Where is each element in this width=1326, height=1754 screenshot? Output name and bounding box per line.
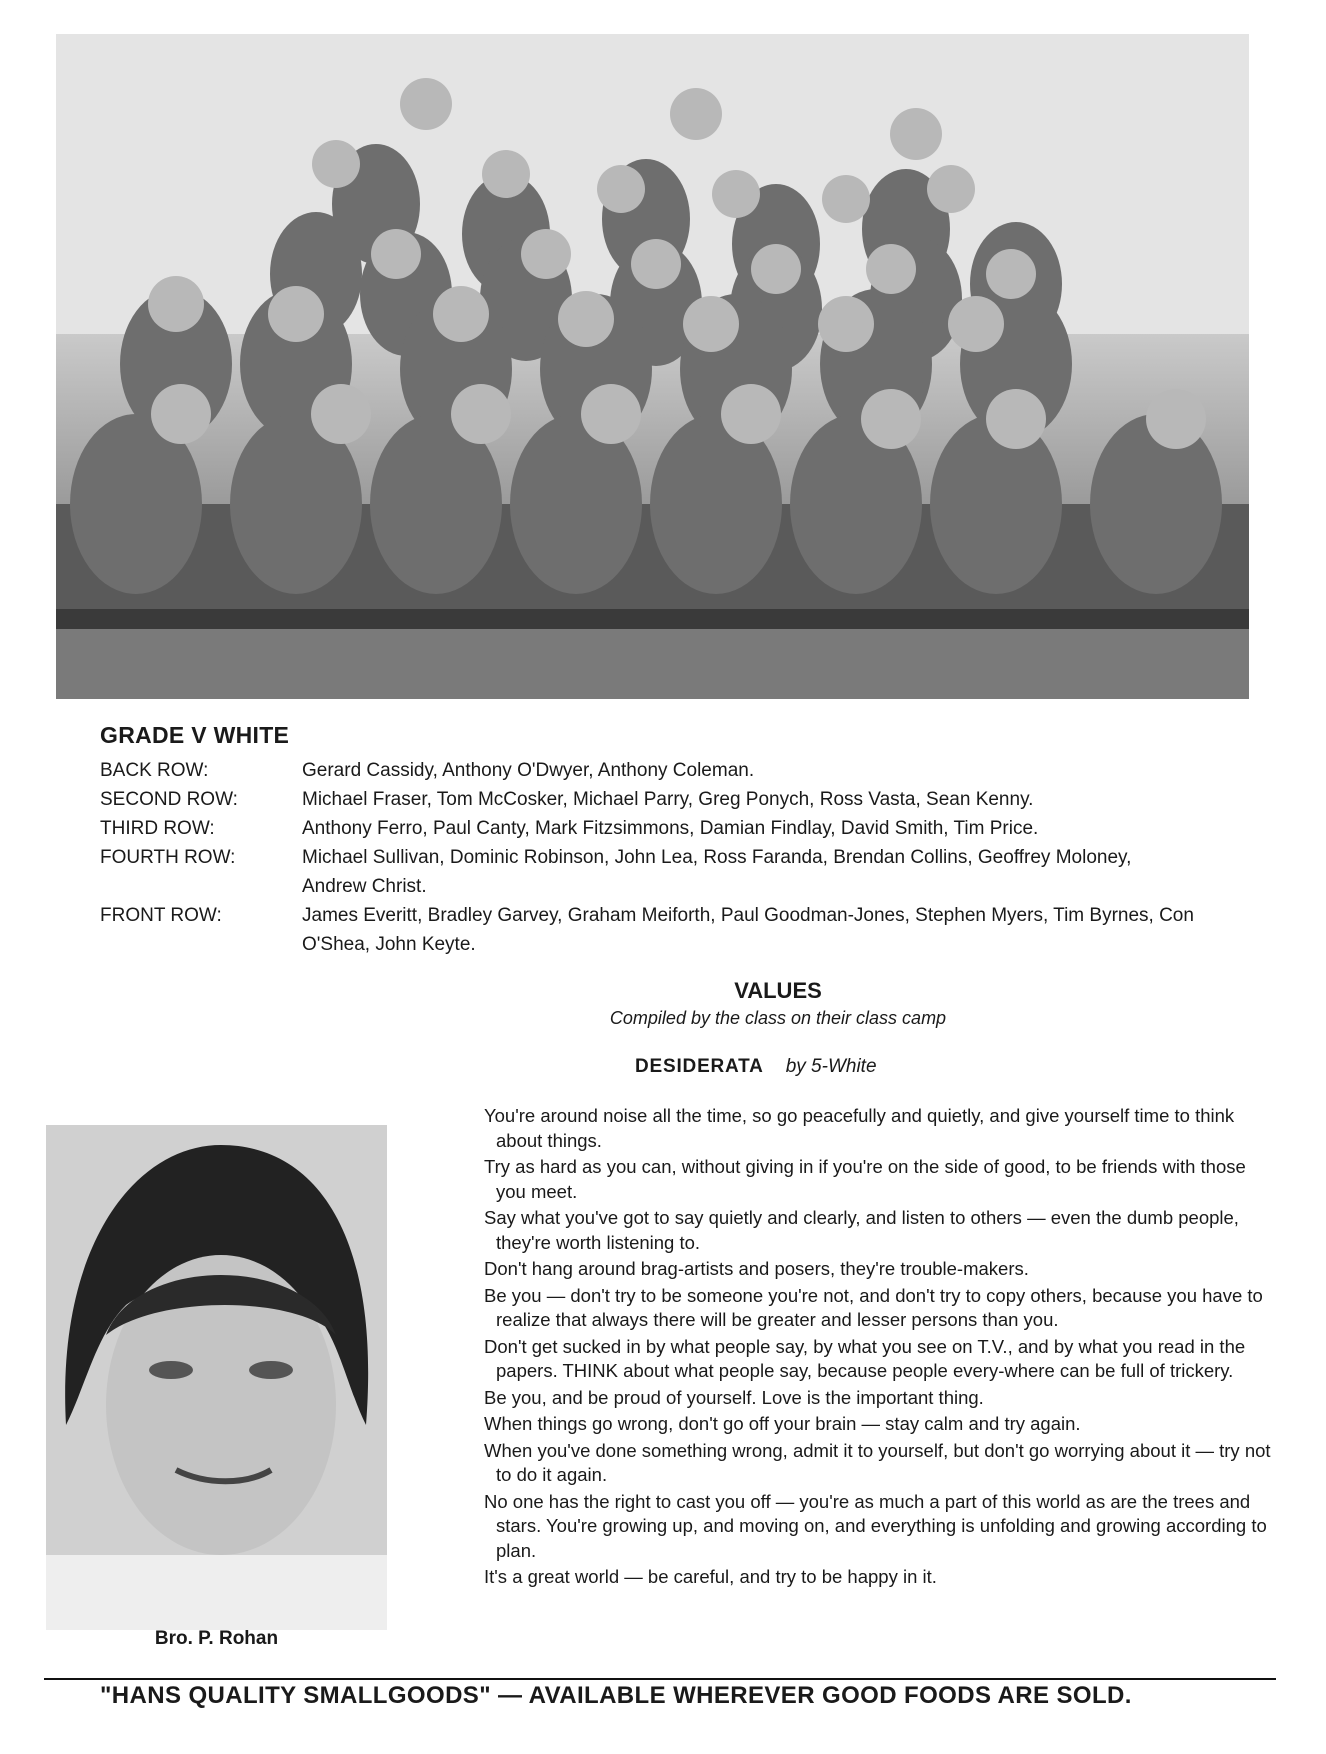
roster-label: SECOND ROW: — [100, 789, 238, 810]
class-title: GRADE V WHITE — [100, 722, 290, 748]
value-item: Don't get sucked in by what people say, by what you see on T.V., and by what you read in the papers. THINK about what people say, because people every-where can be full of trickery. — [484, 1335, 1246, 1381]
class-group-photo — [56, 34, 1249, 699]
roster-names: Anthony Ferro, Paul Canty, Mark Fitzsimmons, Damian Findlay, David Smith, Tim Price. — [302, 818, 1039, 839]
roster-row-third — [100, 814, 1200, 843]
roster-row-fourth — [100, 843, 1200, 901]
value-item: It's a great world — be careful, and try to be happy in it. — [484, 1566, 937, 1587]
roster-names: James Everitt, Bradley Garvey, Graham Meiforth, Paul Goodman-Jones, Stephen Myers, Tim Byrnes, Con O'Shea, John Keyte. — [302, 905, 1194, 955]
roster-names: Gerard Cassidy, Anthony O'Dwyer, Anthony Coleman. — [302, 760, 755, 781]
values-list — [484, 1104, 1274, 1592]
roster-row-second — [100, 785, 1200, 814]
roster-label: FRONT ROW: — [100, 905, 222, 926]
roster-label: FOURTH ROW: — [100, 847, 236, 868]
values-subtitle: Compiled by the class on their class camp — [609, 1008, 947, 1028]
value-item: Try as hard as you can, without giving in if you're on the side of good, to be friends with those you meet. — [484, 1156, 1246, 1202]
desiderata-heading — [635, 1056, 877, 1078]
footer-advertisement: "HANS QUALITY SMALLGOODS" — AVAILABLE WHEREVER GOOD FOODS ARE SOLD. — [100, 1682, 1132, 1709]
value-item: When you've done something wrong, admit it to yourself, but don't go worrying about it — try not to do it again. — [484, 1439, 1271, 1485]
value-item: When things go wrong, don't go off your brain — stay calm and try again. — [484, 1413, 1081, 1434]
class-photo-graphic — [56, 34, 1249, 699]
roster-names: Michael Sullivan, Dominic Robinson, John Lea, Ross Faranda, Brendan Collins, Geoffrey Moloney, Andrew Christ. — [302, 847, 1132, 897]
value-item: You're around noise all the time, so go peacefully and quietly, and give yourself time to think about things. — [484, 1105, 1235, 1151]
value-item: Be you — don't try to be someone you're not, and don't try to copy others, because you have to realize that always there will be greater and lesser persons than you. — [484, 1284, 1263, 1330]
value-item: Don't hang around brag-artists and posers, they're trouble-makers. — [484, 1258, 1029, 1279]
roster-names: Michael Fraser, Tom McCosker, Michael Parry, Greg Ponych, Ross Vasta, Sean Kenny. — [302, 789, 1034, 810]
roster-row-front — [100, 901, 1200, 959]
portrait-photo — [46, 1125, 387, 1630]
footer-divider — [44, 1678, 1276, 1680]
roster-label: BACK ROW: — [100, 760, 209, 781]
desiderata-title: DESIDERATA — [635, 1056, 764, 1077]
class-roster — [100, 756, 1200, 959]
portrait-caption: Bro. P. Rohan — [154, 1628, 279, 1649]
portrait-graphic — [46, 1125, 387, 1630]
roster-label: THIRD ROW: — [100, 818, 215, 839]
value-item: Be you, and be proud of yourself. Love is the important thing. — [484, 1386, 984, 1408]
value-item: No one has the right to cast you off — you're as much a part of this world as are the trees and stars. You're growing up, and moving on, and everything is unfolding and growing according to plan. — [484, 1490, 1267, 1561]
values-title: VALUES — [734, 978, 822, 1003]
value-item: Say what you've got to say quietly and clearly, and listen to others — even the dumb people, they're worth listening to. — [484, 1207, 1239, 1253]
roster-row-back — [100, 756, 1200, 785]
desiderata-byline: by 5-White — [785, 1056, 877, 1077]
